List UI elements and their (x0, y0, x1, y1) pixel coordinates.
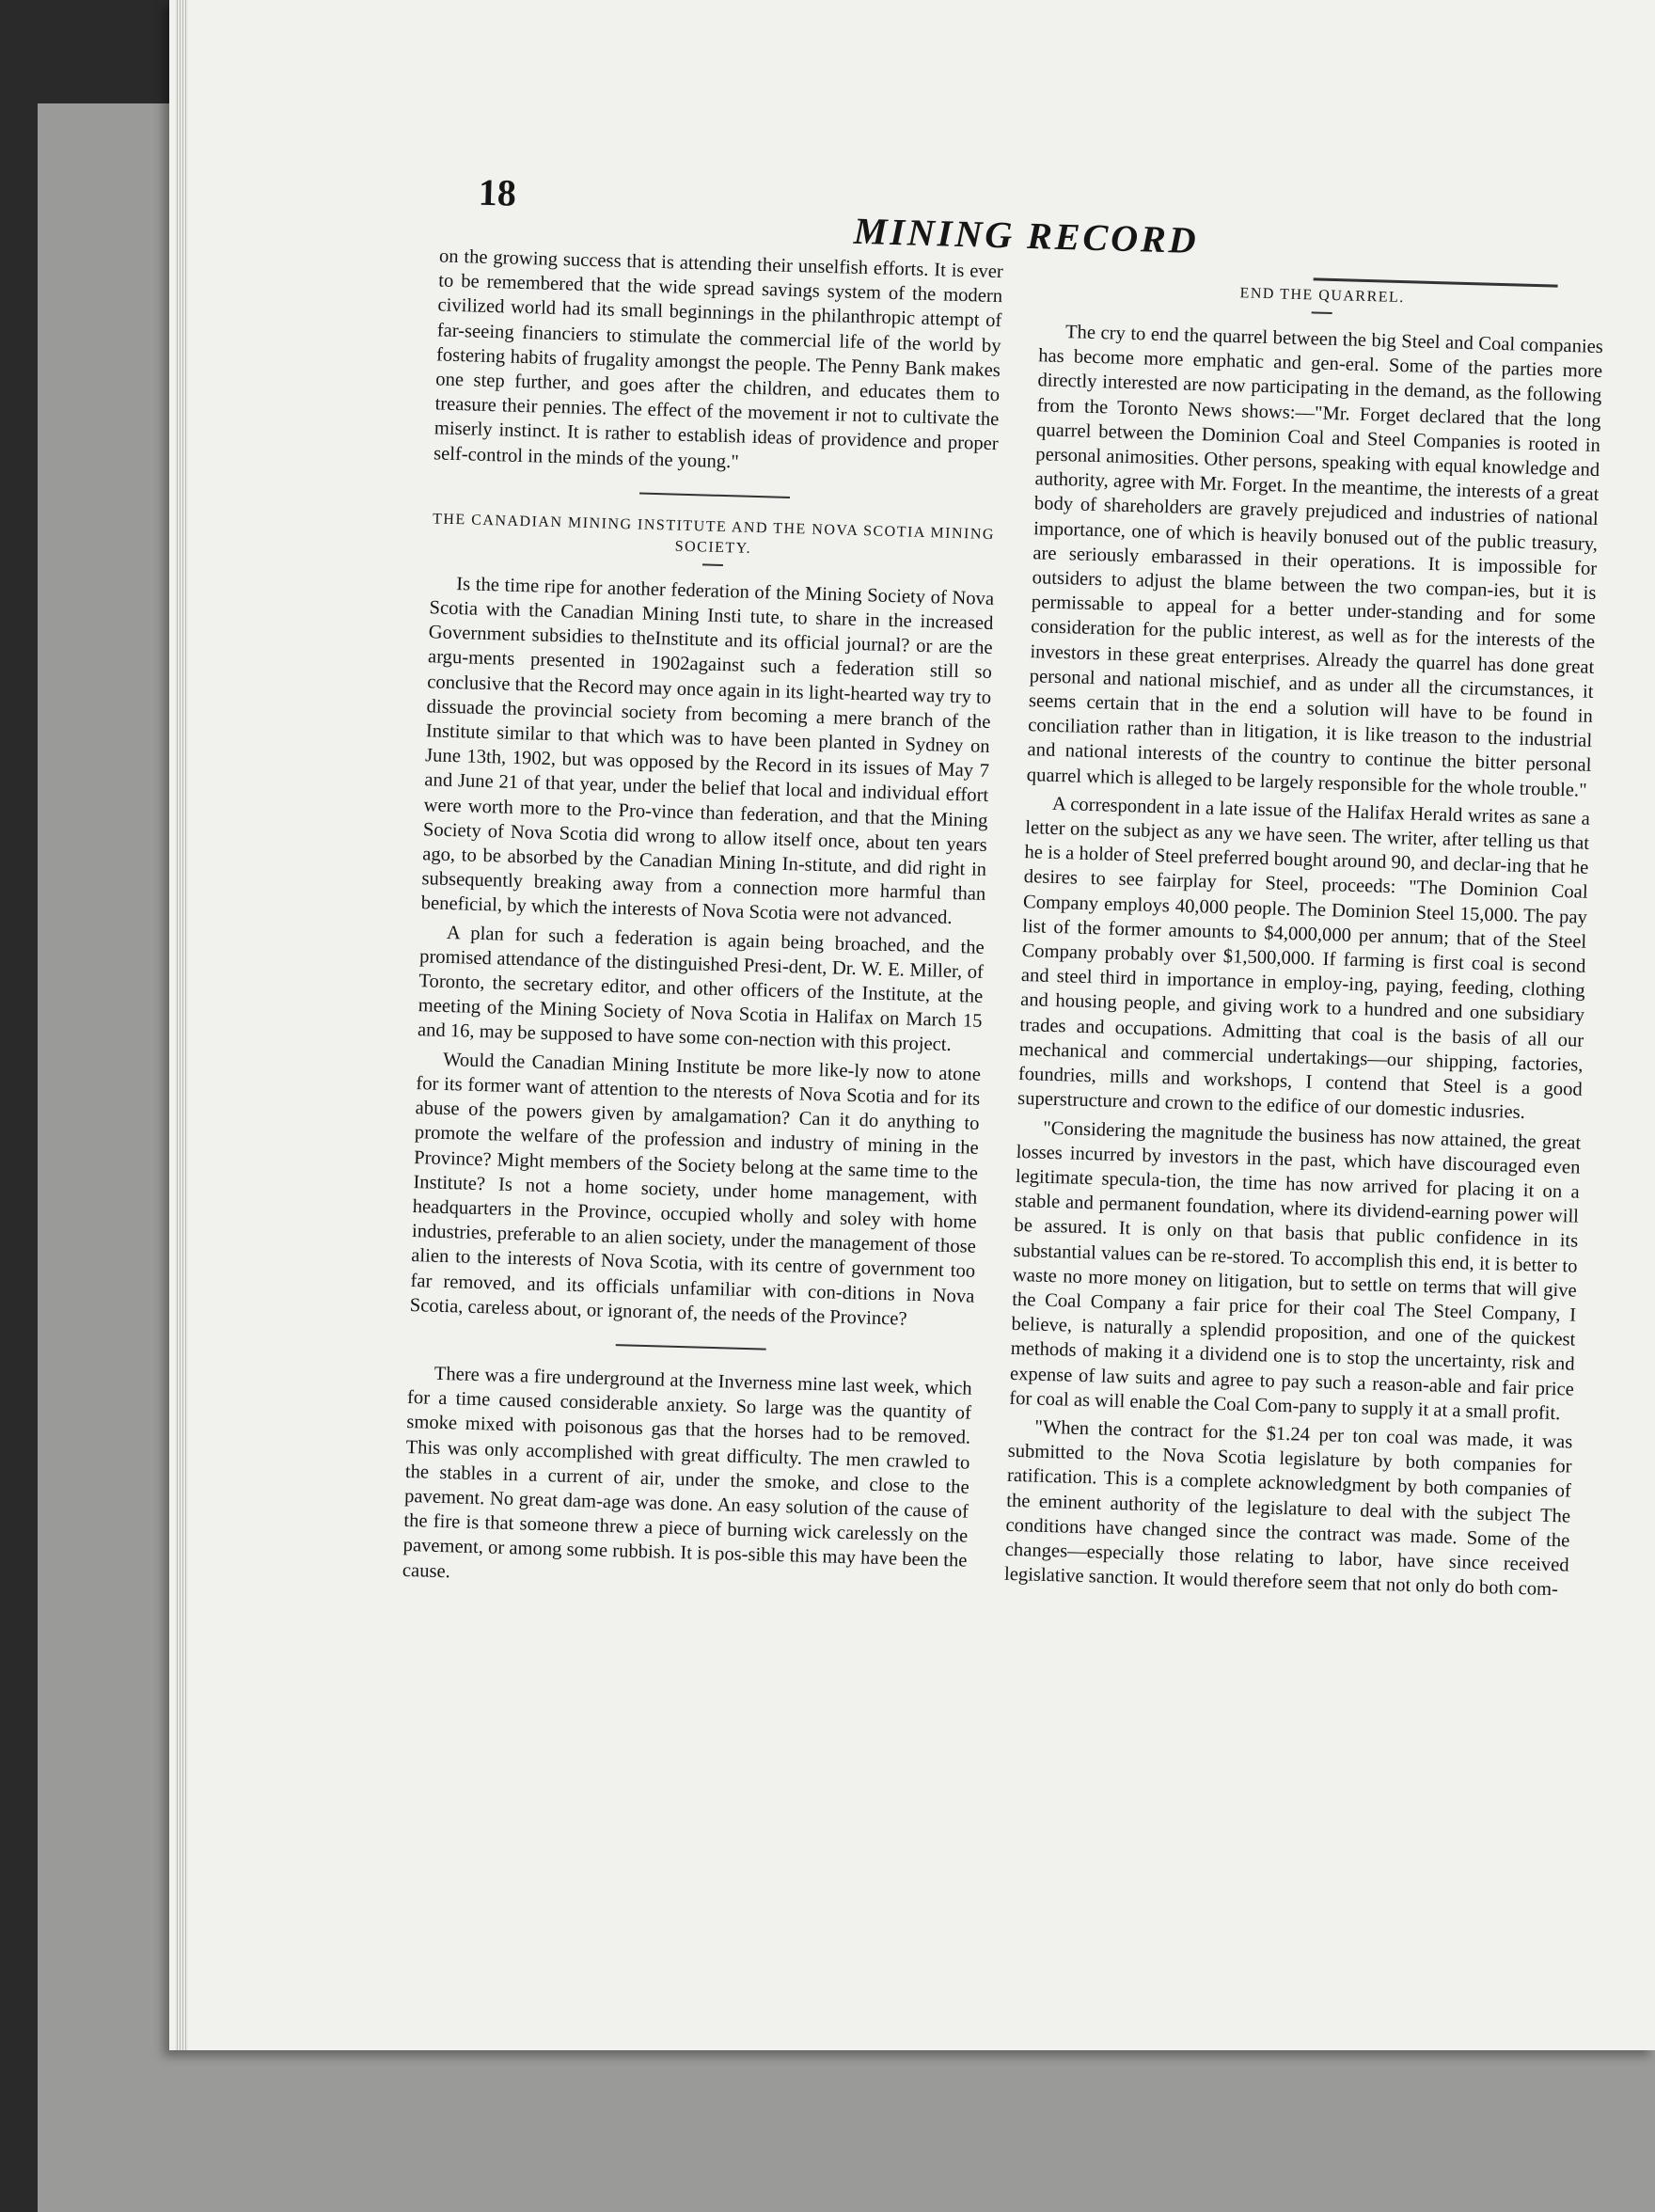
article-paragraph: Is the time ripe for another federation of the Mining Society of Nova Scotia with the Canadian Mining Insti tute, to share in the increased Government subsidies to theInstitute and its official journal? or are the argu-ments presented in 1902against such a federation still so conclusive that the Record may once again in its light-hearted way try to dissuade the provincial society from becoming a mere branch of the Institute similar to that which was to have been planted in Sydney on June 13th, 1902, but was opposed by the Record in its issues of May 7 and June 21 of that year, under the belief that local and individual effort were worth more to the Pro-vince than federation, and that the Mining Society of Nova Scotia did wrong to allow itself once, about ten years ago, to be absorbed by the Canadian Mining In-stitute, and did right in subsequently breaking away from a connection more harmful than beneficial, by which the interests of Nova Scotia were not advanced. (420, 573, 995, 929)
article-paragraph: Would the Canadian Mining Institute be more like-ly now to atone for its former want of attention to the nterests of Nova Scotia and for its abuse of the powers given by amalgamation? Can it do anything to promote the welfare of the profession and industry of mining in the Province? Might members of the Society belong at the same time to the Institute? Is not a home society, under home management, with headquarters in the Province, occupied wholly and soley with home industries, preferable to an alien society, under the management of those alien to the interests of Nova Scotia, with its centre of government too far removed, and its officials unfamiliar with con-ditions in Nova Scotia, careless about, or ignorant of, the needs of the Province? (409, 1049, 982, 1330)
article-paragraph: "Considering the magnitude the business has now attained, the great losses incurred by investors in the past, which have discouraged even legitimate specula-tion, the time has now arrived for placing it on a stable and permanent foundation, where its dividend-earning power will be assured. It is only on that basis that public confidence in its substantial values can be re-stored. To accomplish this end, it is better to waste no more money on litigation, but to settle on terms that will give the Coal Company a fair price for their coal The Steel Company, I believe, is naturally a splendid proposition, and one of the quickest methods of making it a dividend one is to stop the uncertainty, risk and expense of law suits and agree to pay such a reason-able and fair price for coal as will enable the Coal Com-pany to supply it at a small profit. (1009, 1117, 1582, 1424)
article-paragraph: The cry to end the quarrel between the big Steel and Coal companies has become more emphatic and gen-eral. Some of the parties more directly interested are now participating in the demand, as the following from the Toronto News shows:—"Mr. Forget declared that the long quarrel between the Dominion Coal and Steel Companies is rooted in personal animosities. Other persons, speaking with equal knowledge and authority, agree with Mr. Forget. In the meantime, the interests of a great body of shareholders are gravely prejudiced and industries of national importance, one of which is heavily bonused out of the public treasury, are seriously embarassed in their operations. It is impossible for outsiders to adjust the blame between the two compan-ies, but it is permissable to appeal for a better under-standing and for some consideration for the public interest, as well as for the interests of the investors in these great enterprises. Already the quarrel has done great personal and national mischief, and as under all the circumstances, it seems certain that in the end a solution will have to be found in conciliation rather than in litigation, it is like treason to the industrial and national interests of the country to continue the bitter personal quarrel which is alleged to be largely responsible for the whole trouble." (1026, 322, 1604, 801)
page-edges (175, 0, 188, 2050)
article-title: END THE QUARREL. (1239, 285, 1406, 307)
running-head: MINING RECORD (853, 209, 1200, 261)
article-paragraph: "When the contract for the $1.24 per ton coal was made, it was submitted to the Nova Scotia legislature by both companies for ratification. This is a complete acknowledgment by both companies of the eminent authority of the legislature to deal with the subject The conditions have changed since the contract was made. Some of the changes—especially those relating to labor, have since received legislative sanction. It would therefore seem that not only do both com- (1003, 1416, 1573, 1601)
page-content (202, 145, 1607, 2025)
intro-paragraph: on the growing success that is attending their unselfish efforts. It is ever to be remembered that the wide spread savings system of the modern civilized world had its small beginnings in the philanthropic attempt of far-seeing financiers to stimulate the commercial life of the world by fostering habits of frugality amongst the people. The Penny Bank makes one step further, and goes after the children, and educates them to treasure their pennies. The effect of the movement ir not to cultivate the miserly instinct. It is rather to establish ideas of providence and proper self-control in the minds of the young." (433, 245, 1004, 473)
title-dash (1312, 311, 1332, 314)
article-title: THE CANADIAN MINING INSTITUTE AND THE NOVA SCOTIA MINING SOCIETY. (432, 511, 996, 557)
section-separator (639, 492, 790, 498)
title-dash (702, 563, 723, 566)
page-number: 18 (478, 170, 517, 214)
left-column (402, 244, 1003, 1602)
article-paragraph: A correspondent in a late issue of the Halifax Herald writes as sane a letter on the subject as any we have seen. The writer, after telling us that he is a holder of Steel preferred bought around 90, and declar-ing that he desires to see fairplay for Steel, proceeds: "The Dominion Coal Company employs 40,000 people. The Dominion Steel 15,000. The pay list of the former amounts to $4,000,000 per annum; that of the Steel Company probably over $1,500,000. If farming is first coal is second and steel third in importance in employ-ing, paying, feeding, clothing and housing people, and giving work to a hundred and one subsidiary trades and occupations. Admitting that coal is the basis of all our mechanical and commercial undertakings—our shipping, factories, foundries, mills and workshops, I contend that Steel is a good superstructure and crown to the edifice of our domestic indusries. (1017, 793, 1591, 1124)
fire-paragraph: There was a fire underground at the Inverness mine last week, which for a time caused considerable anxiety. So large was the quantity of smoke mixed with poisonous gas that the horses had to be removed. This was only accomplished with great difficulty. The men crawled to the stables in a current of air, under the smoke, and close to the pavement. No great dam-age was done. An easy solution of the cause of the fire is that someone threw a piece of burning wick carelessly on the pavement, or among some rubbish. It is pos-sible this may have been the cause. (402, 1363, 972, 1582)
section-separator (616, 1344, 766, 1350)
right-column (1004, 261, 1605, 1606)
article-paragraph: A plan for such a federation is again being broached, and the promised attendance of the distinguished Presi-dent, Dr. W. E. Miller, of Toronto, the secretary editor, and other officers of the Institute, at the meeting of the Mining Society of Nova Scotia in Halifax on March 15 and 16, may be supposed to have some con-nection with this project. (417, 922, 985, 1056)
